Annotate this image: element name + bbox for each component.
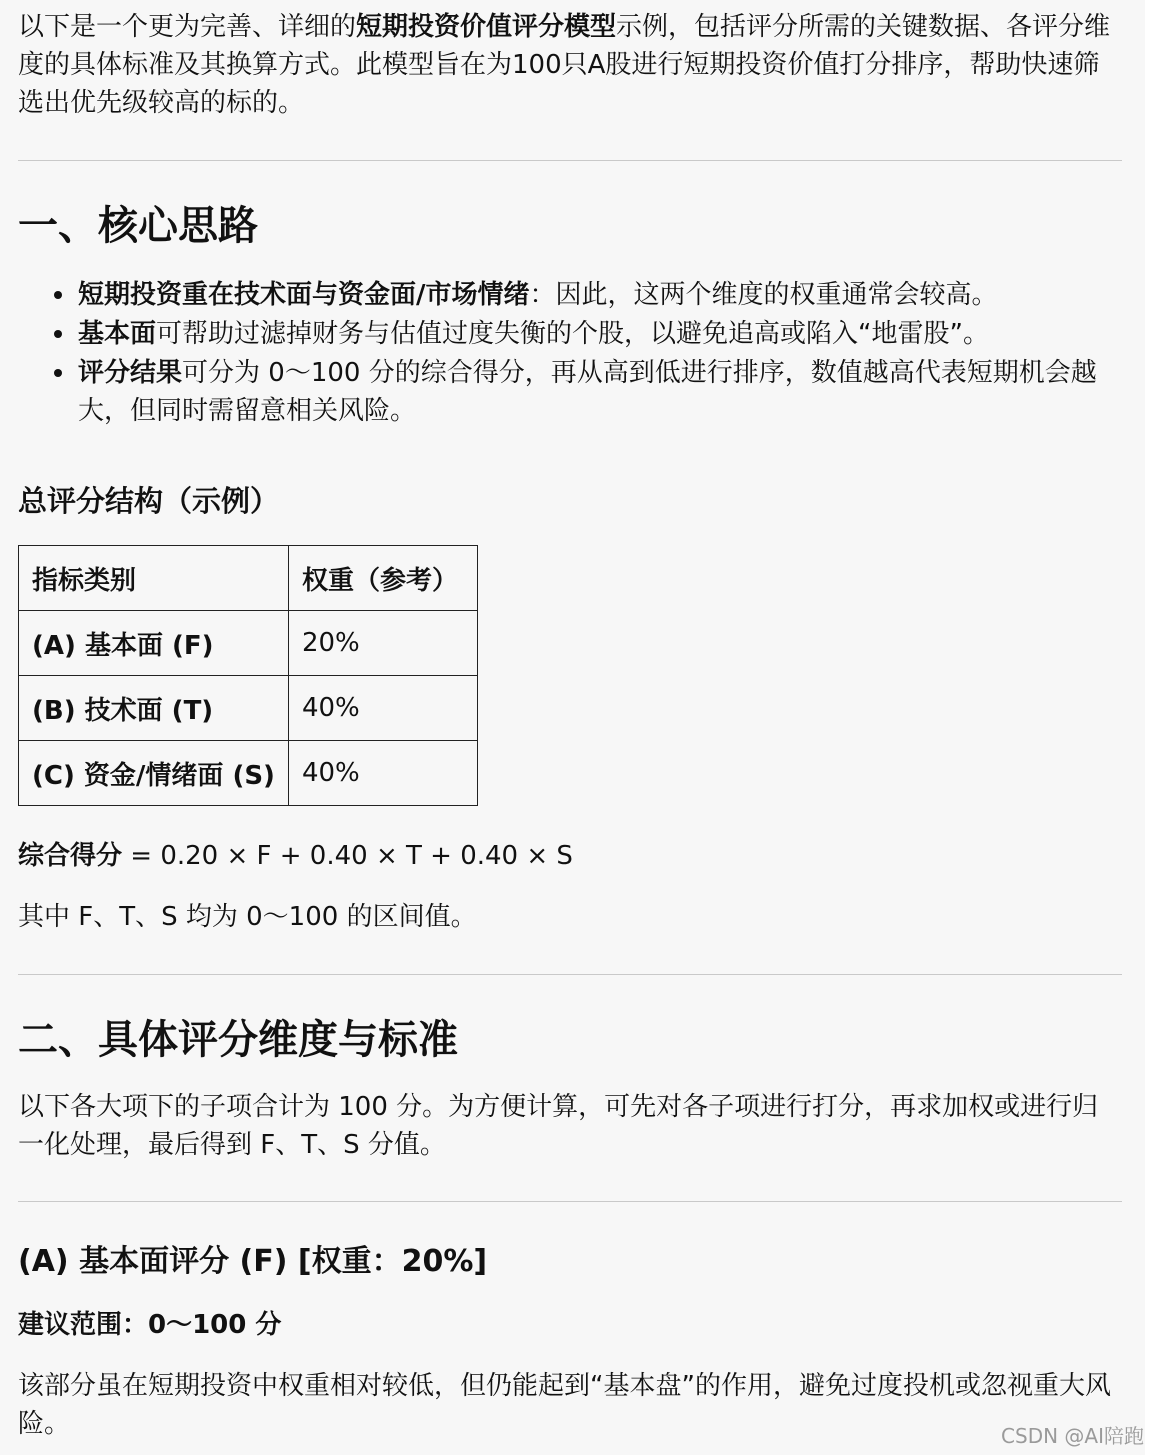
list-item-text: 可帮助过滤掉财务与估值过度失衡的个股，以避免追高或陷入“地雷股”。 bbox=[156, 319, 989, 349]
intro-text-pre: 以下是一个更为完善、详细的 bbox=[18, 12, 357, 42]
table-cell-weight: 40% bbox=[288, 741, 477, 806]
list-item bbox=[18, 276, 1122, 314]
weight-table bbox=[18, 545, 478, 806]
table-row bbox=[19, 611, 478, 676]
score-structure-heading: 总评分结构（示例） bbox=[18, 484, 280, 518]
suggested-range: 建议范围：0～100 分 bbox=[18, 1310, 282, 1340]
formula-line bbox=[18, 837, 1122, 875]
table-cell-category: (A) 基本面 (F) bbox=[19, 611, 289, 676]
section-heading-core-idea: 一、核心思路 bbox=[18, 203, 258, 249]
formula-label: 综合得分 bbox=[18, 841, 123, 871]
table-header-category: 指标类别 bbox=[19, 546, 289, 611]
intro-text-post: 示例，包括评分所需的关键数据、各评分维度的具体标准及其换算方式。此模型旨在为100只A股进行短期投资价值打分排序，帮助快速筛选出优先级较高的标的。 bbox=[18, 12, 1111, 118]
section-description: 以下各大项下的子项合计为 100 分。为方便计算，可先对各子项进行打分，再求加权或进行归一化处理，最后得到 F、T、S 分值。 bbox=[18, 1092, 1099, 1160]
range-note: 其中 F、T、S 均为 0～100 的区间值。 bbox=[18, 902, 477, 932]
core-idea-list bbox=[18, 276, 1122, 431]
table-cell-weight: 20% bbox=[288, 611, 477, 676]
table-cell-category: (C) 资金/情绪面 (S) bbox=[19, 741, 289, 806]
divider bbox=[18, 160, 1122, 161]
divider bbox=[18, 974, 1122, 975]
table-cell-weight: 40% bbox=[288, 676, 477, 741]
table-header-weight: 权重（参考） bbox=[288, 546, 477, 611]
divider bbox=[18, 1201, 1122, 1202]
intro-text-bold: 短期投资价值评分模型 bbox=[356, 12, 617, 42]
list-item-bold: 评分结果 bbox=[78, 358, 183, 388]
section-heading-dimensions: 二、具体评分维度与标准 bbox=[18, 1017, 458, 1063]
table-header-row bbox=[19, 546, 478, 611]
intro-paragraph bbox=[18, 8, 1122, 122]
fundamental-description: 该部分虽在短期投资中权重相对较低，但仍能起到“基本盘”的作用，避免过度投机或忽视重大风险。 bbox=[18, 1371, 1111, 1439]
list-item-bold: 短期投资重在技术面与资金面/市场情绪 bbox=[78, 280, 530, 310]
fundamental-score-heading: (A) 基本面评分 (F) [权重：20%] bbox=[18, 1244, 488, 1279]
formula-text: = 0.20 × F + 0.40 × T + 0.40 × S bbox=[122, 841, 573, 871]
list-item-bold: 基本面 bbox=[78, 319, 157, 349]
list-item-text: 可分为 0～100 分的综合得分，再从高到低进行排序，数值越高代表短期机会越大，但同时需留意相关风险。 bbox=[78, 358, 1097, 426]
csdn-watermark: CSDN @AI陪跑 bbox=[1001, 1424, 1144, 1448]
table-cell-category: (B) 技术面 (T) bbox=[19, 676, 289, 741]
list-item-text: ：因此，这两个维度的权重通常会较高。 bbox=[529, 280, 998, 310]
list-item bbox=[18, 315, 1122, 353]
table-row bbox=[19, 741, 478, 806]
table-row bbox=[19, 676, 478, 741]
list-item bbox=[18, 354, 1122, 430]
